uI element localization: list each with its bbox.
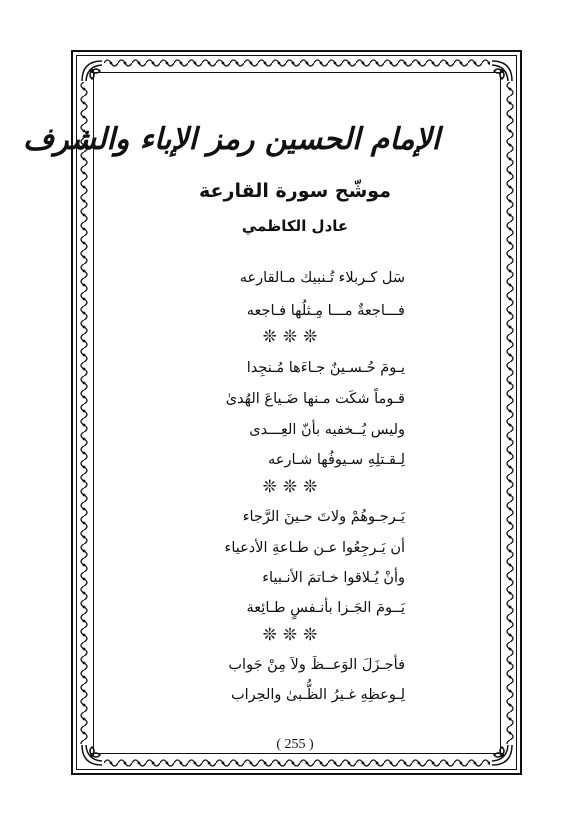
border-ornament-top xyxy=(104,56,490,70)
corner-ornament-bottom-left xyxy=(78,741,106,769)
page-title: الإمام الحسين رمز الإباء والشرف xyxy=(22,122,440,157)
poem-line: فأجـزَلَ الوَعــظَ ولاَ مِنْ جَواب xyxy=(228,657,405,673)
poem-author: عادل الكاظمي xyxy=(241,217,349,235)
page-number: ( 255 ) xyxy=(276,737,314,752)
poem-line: لِـوعظِهِ غـيرُ الظُّـبىٰ والحِراب xyxy=(230,687,405,703)
poem-subtitle: موشّح سورة القارعة xyxy=(199,180,391,202)
stanza-separator: ❊❊❊ xyxy=(262,477,324,497)
poem-line: يَــومَ الجَـزا بأنـفسٍ طـائِعة xyxy=(246,600,405,616)
poem-line: وأنْ يُـلاقوا خـاتمَ الأنـبياء xyxy=(262,570,405,586)
poem-line: سَل كـربلاء تُـنبيك مـالقارعه xyxy=(239,270,405,286)
corner-ornament-bottom-right xyxy=(488,741,516,769)
border-ornament-bottom xyxy=(104,756,490,770)
stanza-separator: ❊❊❊ xyxy=(262,327,324,347)
border-ornament-left xyxy=(77,82,91,744)
border-ornament-right xyxy=(503,82,517,744)
poem-line: لِـقـتلِهِ سـيوفُها شـارعه xyxy=(268,452,405,468)
poem-line: قـوماً شكَت مـنها ضَـياعَ الهُدىٰ xyxy=(225,391,405,407)
poem-line: وليس يُــخفيه بأنّ العِـــدى xyxy=(249,422,405,438)
poem-line: يَـرجـوهُمْ ولاتَ حـينَ الرَّجاء xyxy=(242,509,405,525)
corner-ornament-top-left xyxy=(78,57,106,85)
page-border-innermost xyxy=(22,72,501,754)
poem-line: أن يَـرجِعُوا عـن طـاعةِ الأدعياء xyxy=(224,540,405,556)
stanza-separator: ❊❊❊ xyxy=(262,625,324,645)
poem-line: يـومَ حُـسـينٌ جـاءَها مُـنجِدا xyxy=(246,360,405,376)
poem-line: فـــاجعةٌ مـــا مِـثلُها فـاجعه xyxy=(246,303,405,319)
corner-ornament-top-right xyxy=(488,57,516,85)
